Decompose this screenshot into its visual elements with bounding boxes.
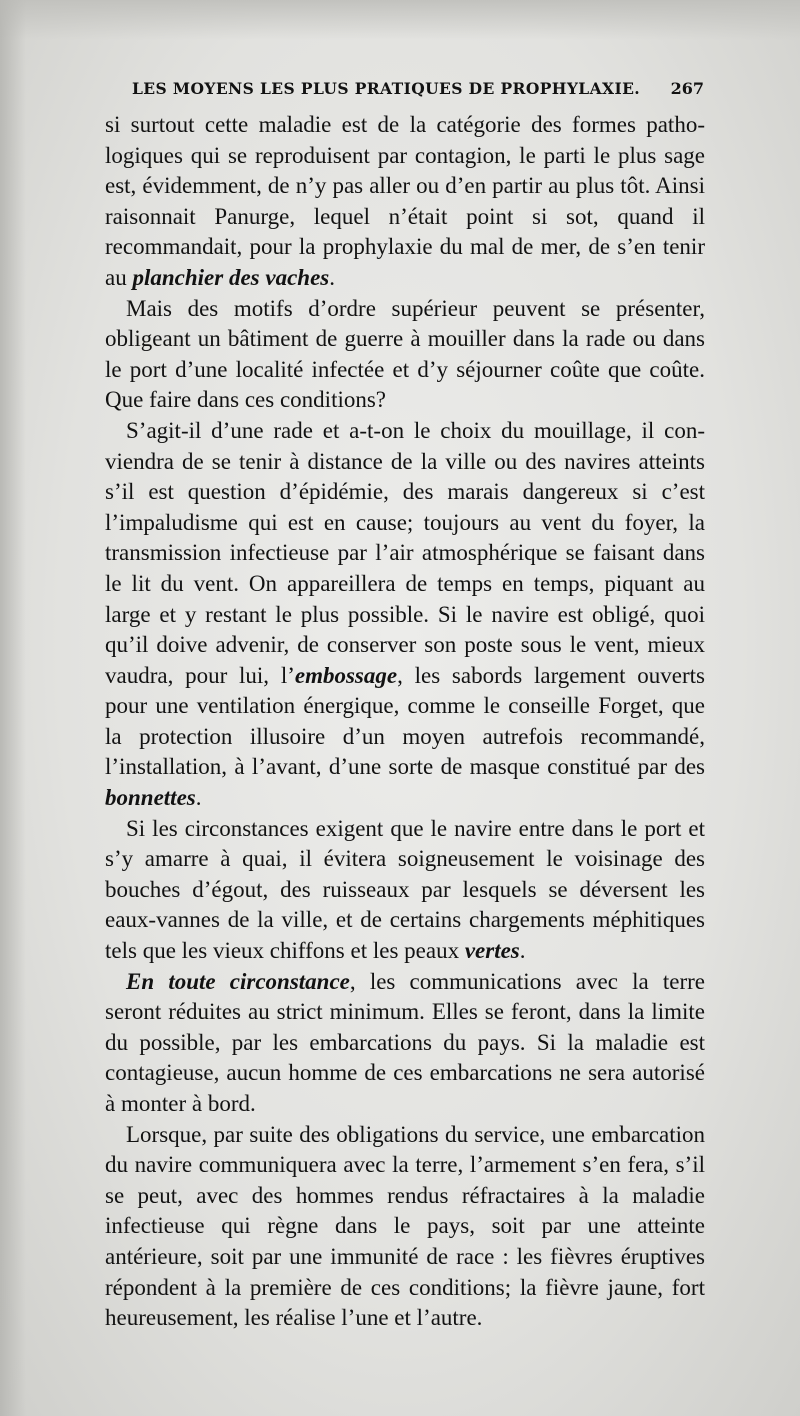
- text-run: , les communications avec la terre seront réduites au strict minimum. Elles se feront, dans la limite du possible, par les embarcations du pays. Si la maladie est contagieuse, aucun homme de ces embarcations ne sera autorisé à monter à bord.: [105, 968, 705, 1116]
- running-head: [132, 79, 704, 109]
- page-shadow-top: [0, 0, 800, 40]
- text-run: S’agit-il d’une rade et a-t-on le choix du mouillage, il conviendra de se tenir à distance de la ville ou des navires atteints s’il est question d’épidémie, des marais dangereux si c’est l’impaludisme qui est en cause; toujours au vent du foyer, la transmission infectieuse par l’air atmosphérique se faisant dans le lit du vent. On appareillera de temps en temps, piquant au large et y restant le plus possible. Si le navire est obligé, quoi qu’il doive advenir, de conserver son poste sous le vent, mieux vaudra, pour lui, l’: [105, 417, 705, 688]
- italic-phrase: planchier des vaches: [132, 264, 330, 290]
- paragraph: [105, 1120, 705, 1334]
- page-number: 267: [670, 79, 704, 98]
- text-run: .: [519, 938, 526, 964]
- text-run: .: [329, 264, 335, 290]
- italic-phrase: vertes: [464, 938, 520, 964]
- text-run: , les sabords largement ouverts pour une ventilation énergique, comme le conseille Forget, que la protection illusoire d’un moyen autrefois recommandé, l’installation, à l’avant, d’une sorte de masque constitué par des: [105, 662, 705, 780]
- body-text: [105, 110, 705, 1334]
- text-run: si surtout cette maladie est de la catégorie des formes pathologiques qui se reproduisent par contagion, le parti le plus sage est, évidemment, de n’y pas aller ou d’en partir au plus tôt. Ainsi raisonnait Panurge, lequel n’était point si sot, quand il recommandait, pour la prophylaxie du mal de mer, de s’en tenir au: [105, 112, 705, 290]
- paragraph: [105, 416, 705, 814]
- italic-phrase: En toute circonstance: [126, 968, 350, 994]
- paragraph: [105, 967, 705, 1120]
- page-shadow-left: [0, 0, 26, 1416]
- text-run: Si les circonstances exigent que le navire entre dans le port et s’y amarre à quai, il évitera soigneusement le voisinage des bouches d’égout, des ruisseaux par lesquels se déversent les eaux-vannes de la ville, et de certains chargements méphitiques tels que les vieux chiffons et les peaux: [105, 815, 705, 964]
- text-run: .: [195, 785, 202, 811]
- italic-phrase: bonnettes: [105, 785, 196, 811]
- paragraph: [105, 814, 705, 967]
- italic-phrase: embossage: [294, 662, 398, 688]
- paragraph: [105, 110, 705, 294]
- text-run: Lorsque, par suite des obligations du service, une embarcation du navire communiquera avec la terre, l’armement s’en fera, s’il se peut, avec des hommes rendus réfractaires à la maladie infectieuse qui règne dans le pays, soit par une atteinte antérieure, soit par une immunité de race : les fièvres éruptives répondent à la première de ces conditions; la fièvre jaune, fort heureusement, les réalise l’une et l’autre.: [105, 1121, 705, 1331]
- paragraph: [105, 294, 705, 416]
- text-run: Mais des motifs d’ordre supérieur peuvent se présenter, obligeant un bâtiment de guerre à mouiller dans la rade ou dans le port d’une localité infectée et d’y séjourner coûte que coûte. Que faire dans ces conditions?: [105, 295, 705, 413]
- running-title: LES MOYENS LES PLUS PRATIQUES DE PROPHYLAXIE.: [132, 79, 641, 98]
